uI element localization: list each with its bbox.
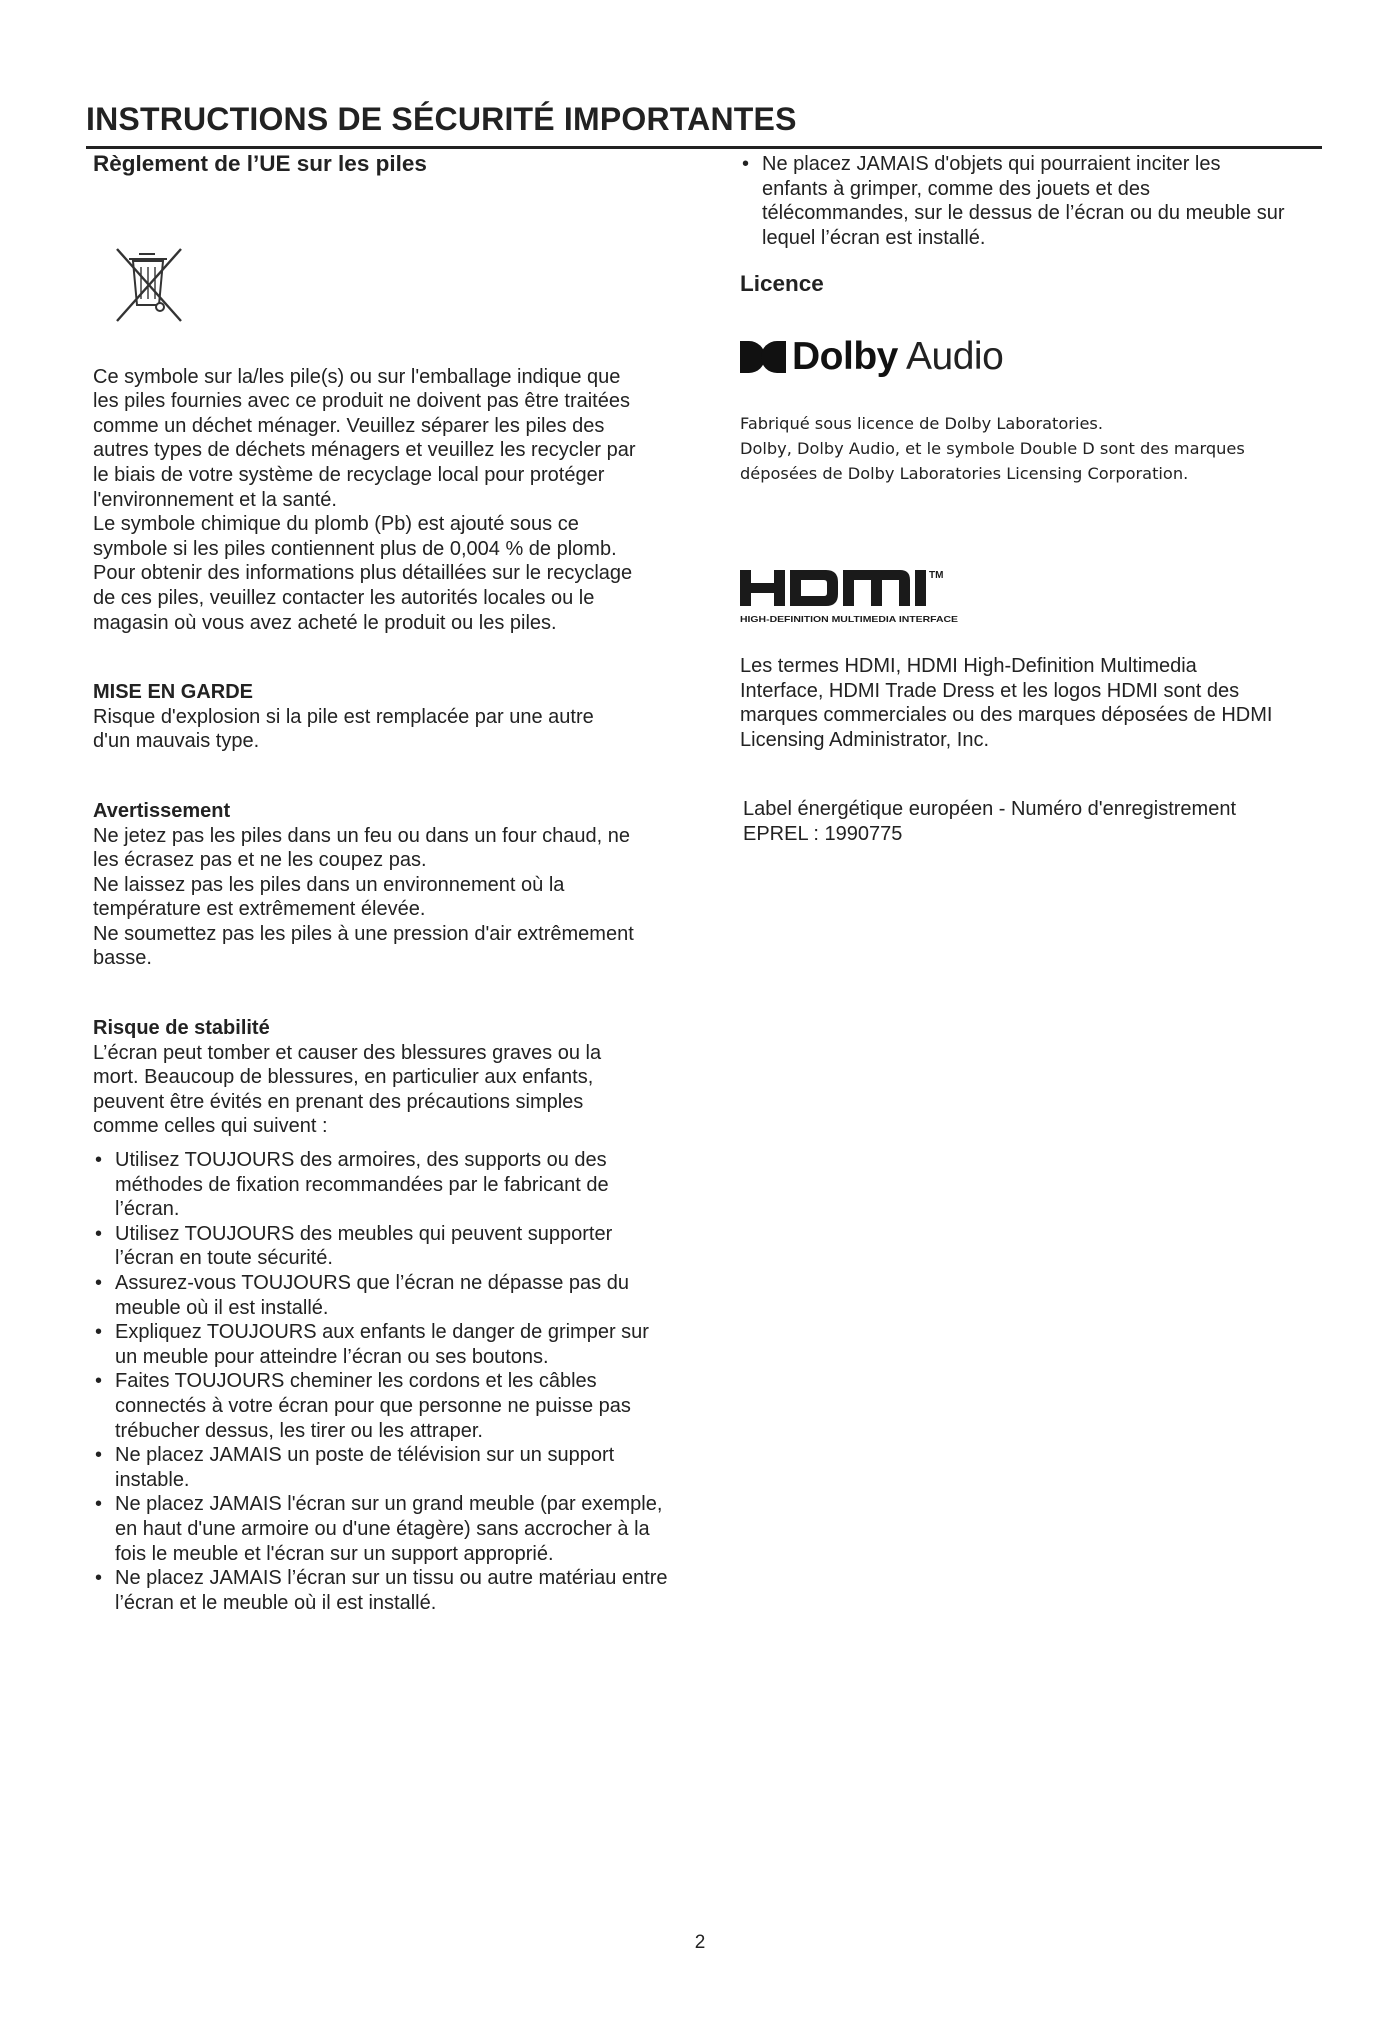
text-line: température est extrêmement élevée. — [93, 898, 426, 921]
hdmi-license-text — [740, 654, 1320, 752]
hdmi-tm: TM — [929, 569, 944, 581]
text-line: déposées de Dolby Laboratories Licensing Corporation. — [740, 463, 1189, 483]
text-line: basse. — [93, 947, 152, 970]
stability-heading: Risque de stabilité — [93, 1017, 270, 1040]
text-line: • Faites TOUJOURS cheminer les cordons et les câbles — [115, 1370, 597, 1393]
dolby-license-text — [740, 411, 1320, 486]
text-line: marques commerciales ou des marques déposées de HDMI — [740, 704, 1273, 727]
text-line: lequel l’écran est installé. — [762, 226, 986, 249]
text-line: connectés à votre écran pour que personne ne puisse pas — [115, 1394, 631, 1417]
caution-heading: MISE EN GARDE — [93, 681, 254, 704]
text-line: EPREL : 1990775 — [743, 822, 903, 845]
list-item — [93, 1492, 703, 1566]
text-line: L’écran peut tomber et causer des blessures graves ou la — [93, 1041, 602, 1064]
text-line: le biais de votre système de recyclage local pour protéger — [93, 463, 605, 486]
hdmi-tagline: HIGH-DEFINITION MULTIMEDIA INTERFACE — [740, 614, 959, 624]
text-line: fois le meuble et l'écran sur un support approprié. — [115, 1542, 554, 1565]
list-item — [93, 1369, 703, 1443]
text-line: Risque d'explosion si la pile est remplacée par une autre — [93, 705, 594, 728]
text-line: • Ne placez JAMAIS d'objets qui pourraient inciter les — [762, 153, 1221, 175]
hdmi-logo-icon — [740, 568, 980, 626]
text-line: enfants à grimper, comme des jouets et des — [762, 177, 1150, 200]
stability-bullet-list — [93, 1148, 703, 1615]
text-line: Le symbole chimique du plomb (Pb) est ajouté sous ce — [93, 513, 579, 536]
text-line: meuble où il est installé. — [115, 1296, 329, 1319]
dolby-audio-logo — [740, 335, 1320, 379]
text-line: magasin où vous avez acheté le produit ou les piles. — [93, 611, 557, 634]
text-line: • Ne placez JAMAIS l’écran sur un tissu ou autre matériau entre — [115, 1567, 668, 1590]
list-item — [93, 1271, 703, 1320]
left-column — [93, 152, 703, 1615]
text-line: de ces piles, veuillez contacter les autorités locales ou le — [93, 586, 595, 609]
text-line: • Expliquez TOUJOURS aux enfants le danger de grimper sur — [115, 1321, 649, 1344]
text-line: les piles fournies avec ce produit ne doivent pas être traitées — [93, 390, 630, 413]
text-line: Ne laissez pas les piles dans un environnement où la — [93, 873, 565, 896]
text-line: • Ne placez JAMAIS un poste de télévision sur un support — [115, 1444, 615, 1467]
page-title: INSTRUCTIONS DE SÉCURITÉ IMPORTANTES — [86, 101, 1322, 149]
text-line: méthodes de fixation recommandées par le fabricant de — [115, 1173, 609, 1196]
text-line: télécommandes, sur le dessus de l’écran ou du meuble sur — [762, 202, 1285, 225]
text-line: peuvent être évités en prenant des précautions simples — [93, 1090, 584, 1113]
stability-section — [93, 1016, 703, 1615]
list-item — [93, 1566, 703, 1615]
dolby-word-bold: Dolby — [792, 335, 898, 379]
text-line: Les termes HDMI, HDMI High-Definition Multimedia — [740, 654, 1197, 677]
text-line: Fabriqué sous licence de Dolby Laboratories. — [740, 413, 1103, 433]
list-item — [93, 1320, 703, 1369]
list-item — [93, 1222, 703, 1271]
list-item — [93, 1443, 703, 1492]
text-line: Ce symbole sur la/les pile(s) ou sur l'emballage indique que — [93, 365, 621, 388]
text-line: Ne soumettez pas les piles à une pression d'air extrêmement — [93, 922, 634, 945]
text-line: trébucher dessus, les tirer ou les attraper. — [115, 1419, 483, 1442]
text-line: autres types de déchets ménagers et veuillez les recycler par — [93, 439, 636, 462]
text-line: comme un déchet ménager. Veuillez séparer les piles des — [93, 414, 605, 437]
text-line: l’écran. — [115, 1198, 180, 1221]
energy-label-text — [743, 797, 1320, 846]
caution-section — [93, 680, 703, 754]
text-line: en haut d'une armoire ou d'une étagère) sans accrocher à la — [115, 1517, 650, 1540]
dolby-double-d-icon — [740, 341, 786, 373]
text-line: l’écran et le meuble où il est installé. — [115, 1591, 437, 1614]
text-line: • Ne placez JAMAIS l'écran sur un grand meuble (par exemple, — [115, 1493, 663, 1516]
warning-section — [93, 799, 703, 971]
text-line: • Utilisez TOUJOURS des meubles qui peuvent supporter — [115, 1222, 613, 1245]
text-line: Licensing Administrator, Inc. — [740, 728, 990, 751]
crossed-out-wheelie-bin-icon — [109, 245, 189, 325]
stability-bullet-list-continued — [740, 152, 1320, 250]
list-item — [740, 152, 1320, 250]
text-line: symbole si les piles contiennent plus de 0,004 % de plomb. — [93, 537, 617, 560]
licence-heading: Licence — [740, 271, 824, 297]
battery-regulation-heading: Règlement de l’UE sur les piles — [93, 151, 427, 176]
text-line: • Utilisez TOUJOURS des armoires, des supports ou des — [115, 1149, 607, 1172]
text-line: l’écran en toute sécurité. — [115, 1247, 333, 1270]
text-line: l'environnement et la santé. — [93, 488, 337, 511]
list-item — [93, 1148, 703, 1222]
page-number: 2 — [694, 1932, 706, 1953]
text-line: Dolby, Dolby Audio, et le symbole Double D sont des marques — [740, 438, 1245, 458]
text-line: comme celles qui suivent : — [93, 1115, 328, 1138]
text-line: d'un mauvais type. — [93, 730, 260, 753]
text-line: • Assurez-vous TOUJOURS que l’écran ne dépasse pas du — [115, 1272, 629, 1294]
text-line: un meuble pour atteindre l’écran ou ses boutons. — [115, 1345, 549, 1368]
battery-regulation-text — [93, 365, 703, 636]
right-column — [740, 152, 1320, 847]
dolby-word-light: Audio — [906, 335, 1004, 379]
text-line: Ne jetez pas les piles dans un feu ou dans un four chaud, ne — [93, 824, 631, 847]
text-line: les écrasez pas et ne les coupez pas. — [93, 849, 427, 872]
text-line: Label énergétique européen - Numéro d'enregistrement — [743, 798, 1237, 821]
text-line: instable. — [115, 1468, 190, 1491]
warning-heading: Avertissement — [93, 799, 231, 822]
text-line: mort. Beaucoup de blessures, en particulier aux enfants, — [93, 1066, 594, 1089]
dolby-wordmark — [792, 335, 1004, 379]
text-line: Pour obtenir des informations plus détaillées sur le recyclage — [93, 562, 633, 585]
text-line: Interface, HDMI Trade Dress et les logos HDMI sont des — [740, 679, 1240, 702]
